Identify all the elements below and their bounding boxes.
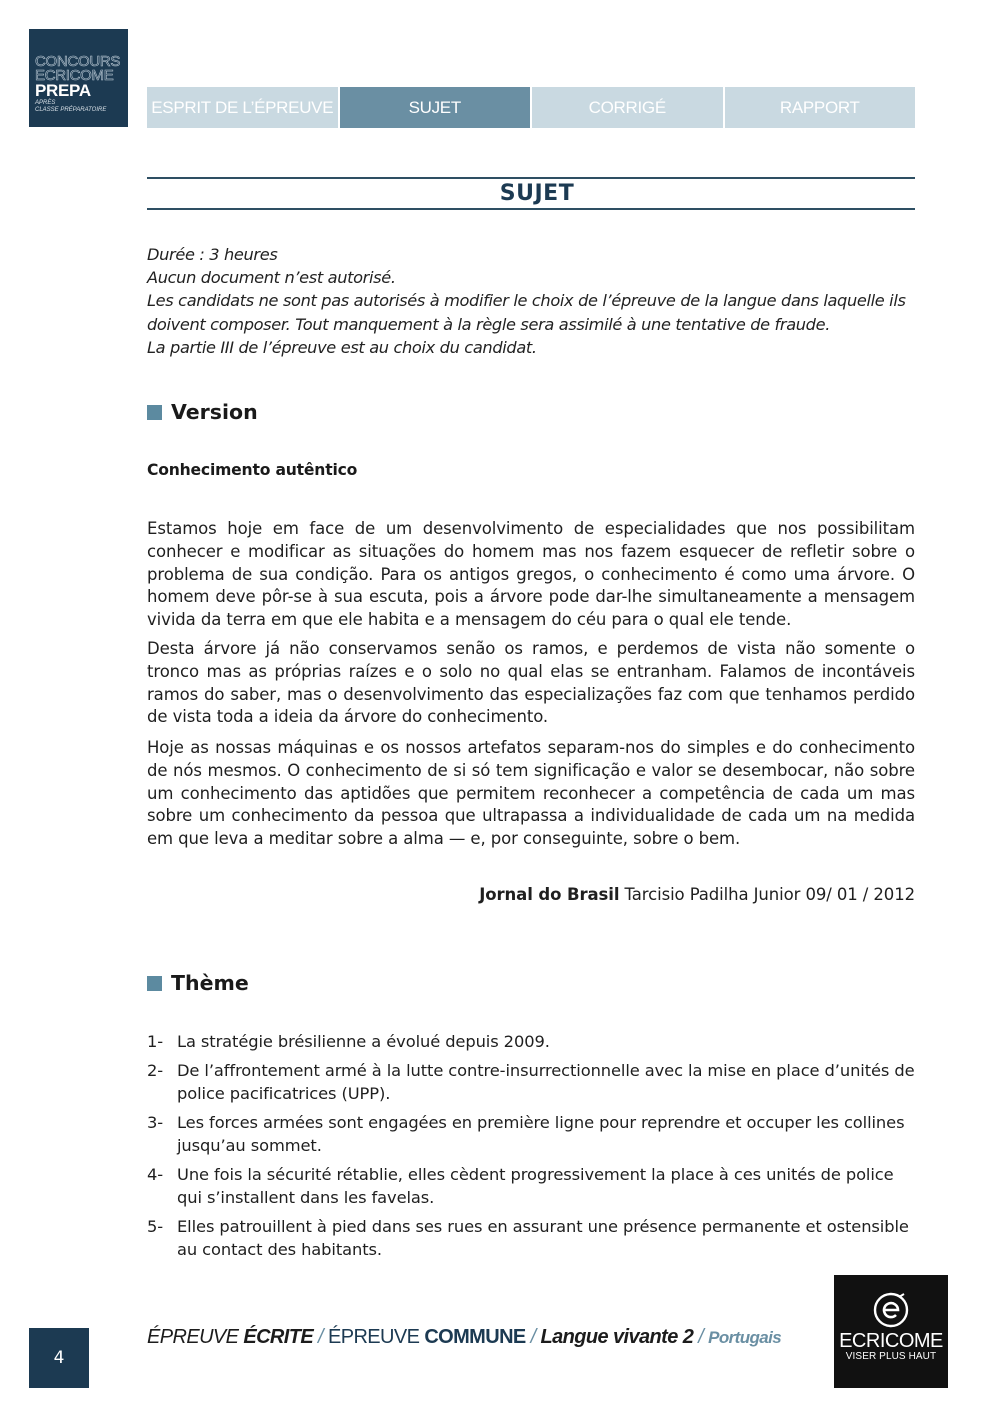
footer-ecrite: ÉCRITE (243, 1326, 314, 1348)
footer-separator: / (313, 1326, 328, 1348)
logo-brand-text: ECRICOME (839, 1330, 943, 1352)
ecricome-e-icon (872, 1291, 910, 1329)
instruction-line: La partie III de l’épreuve est au choix du candidat. (147, 337, 537, 357)
square-bullet-icon (147, 405, 162, 420)
version-paragraph: Hoje as nossas máquinas e os nossos artefatos separam-nos do simples e do conhecimento de nós mesmos. O conhecimento de si só tem significação e valor se desembocar, não sobre um conhecimento das aptidões que permitem reconhecer a competência de cada um mas sobre um conhecimento da pessoa que ultrapassa a individualidade de cada um na medida em que leva a meditar sobre a alma — e, por conseguinte, sobre o bem. (147, 738, 915, 849)
tab-rapport[interactable]: RAPPORT (725, 87, 916, 128)
list-item-text: La stratégie brésilienne a évolué depuis 2009. (177, 1032, 550, 1051)
tab-corrige[interactable]: CORRIGÉ (532, 87, 723, 128)
page-title-box (147, 177, 915, 210)
list-item-text: Une fois la sécurité rétablie, elles cèdent progressivement la place à ces unités de police qui s’installent dans les favelas. (177, 1165, 894, 1207)
list-item-text: Les forces armées sont engagées en première ligne pour reprendre et occuper les collines jusqu’au sommet. (177, 1113, 905, 1155)
page-number: 4 (29, 1328, 89, 1388)
list-item (147, 1163, 917, 1209)
instruction-line: Aucun document n’est autorisé. (147, 268, 396, 288)
square-bullet-icon (147, 976, 162, 991)
ecricome-logo (834, 1275, 948, 1388)
footer-portugais: Portugais (708, 1328, 782, 1347)
instruction-line: doivent composer. Tout manquement à la règle sera assimilé à une tentative de fraude. (147, 314, 831, 334)
footer-commune: COMMUNE (424, 1326, 526, 1348)
list-item-number: 1- (147, 1032, 164, 1051)
version-paragraph: Estamos hoje em face de um desenvolvimento de especialidades que nos possibilitam conhecer e modificar as situações do homem mas nos fazem esquecer de refletir sobre o problema de sua condição. Para os antigos gregos, o conhecimento é como uma árvore. O homem deve pôr-se à sua escuta, pois a árvore pode dar-lhe simultaneamente a mensagem vivida da terra em que ele habita e a mensagem do céu para o qual ele tende. (147, 519, 915, 630)
concours-logo (29, 29, 128, 127)
tab-esprit[interactable]: ESPRIT DE L’ÉPREUVE (147, 87, 338, 128)
citation-source: Jornal do Brasil (479, 885, 620, 904)
section-tabs (147, 87, 915, 128)
list-item (147, 1215, 917, 1261)
footer-separator: / (525, 1326, 541, 1348)
version-heading-text: Version (171, 400, 258, 424)
theme-heading (147, 971, 249, 995)
footer-separator: / (693, 1326, 709, 1348)
citation-author-date: Tarcisio Padilha Junior 09/ 01 / 2012 (619, 885, 915, 904)
version-paragraph: Desta árvore já não conservamos senão os ramos, e perdemos de vista não somente o tronco mas as próprias raízes e o solo no qual elas se entranham. Falamos de incontáveis ramos do saber, mas o desenvolvimento das especializações faz com que tenhamos perdido de vista toda a ideia da árvore do conhecimento. (147, 639, 915, 727)
logo-concours-text: CONCOURS (35, 53, 121, 70)
footer-langue: Langue vivante 2 (540, 1326, 694, 1348)
list-item-text: De l’affrontement armé à la lutte contre-insurrectionnelle avec la mise en place d’unités de police pacificatrices (UPP). (177, 1061, 915, 1103)
citation (147, 885, 915, 904)
list-item-text: Elles patrouillent à pied dans ses rues en assurant une présence permanente et ostensible au contact des habitants. (177, 1217, 909, 1259)
footer-epreuve: ÉPREUVE (147, 1326, 244, 1348)
list-item-number: 2- (147, 1061, 164, 1080)
footer-exam-label (147, 1326, 781, 1349)
instruction-line: Les candidats ne sont pas autorisés à modifier le choix de l’épreuve de la langue dans laquelle ils (147, 291, 906, 311)
logo-prepa-text: PREPA (35, 81, 91, 100)
list-item-number: 3- (147, 1113, 164, 1132)
list-item-number: 4- (147, 1165, 164, 1184)
tab-sujet[interactable]: SUJET (340, 87, 531, 128)
footer-epreuve-2: ÉPREUVE (327, 1326, 425, 1348)
logo-apres-text: APRÈS (35, 100, 56, 106)
version-heading (147, 400, 258, 424)
list-item-number: 5- (147, 1217, 164, 1236)
logo-ecricome-text: ECRICOME (35, 67, 114, 84)
list-item (147, 1111, 917, 1157)
page-title: SUJET (499, 181, 575, 206)
version-subtitle: Conhecimento autêntico (147, 461, 358, 479)
exam-instructions (147, 243, 917, 359)
list-item (147, 1030, 917, 1053)
logo-tagline: VISER PLUS HAUT (845, 1351, 937, 1362)
instruction-line: Durée : 3 heures (147, 245, 278, 264)
theme-heading-text: Thème (171, 971, 249, 995)
logo-classe-text: CLASSE PRÉPARATOIRE (35, 107, 107, 113)
theme-list (147, 1030, 917, 1267)
list-item (147, 1059, 917, 1105)
